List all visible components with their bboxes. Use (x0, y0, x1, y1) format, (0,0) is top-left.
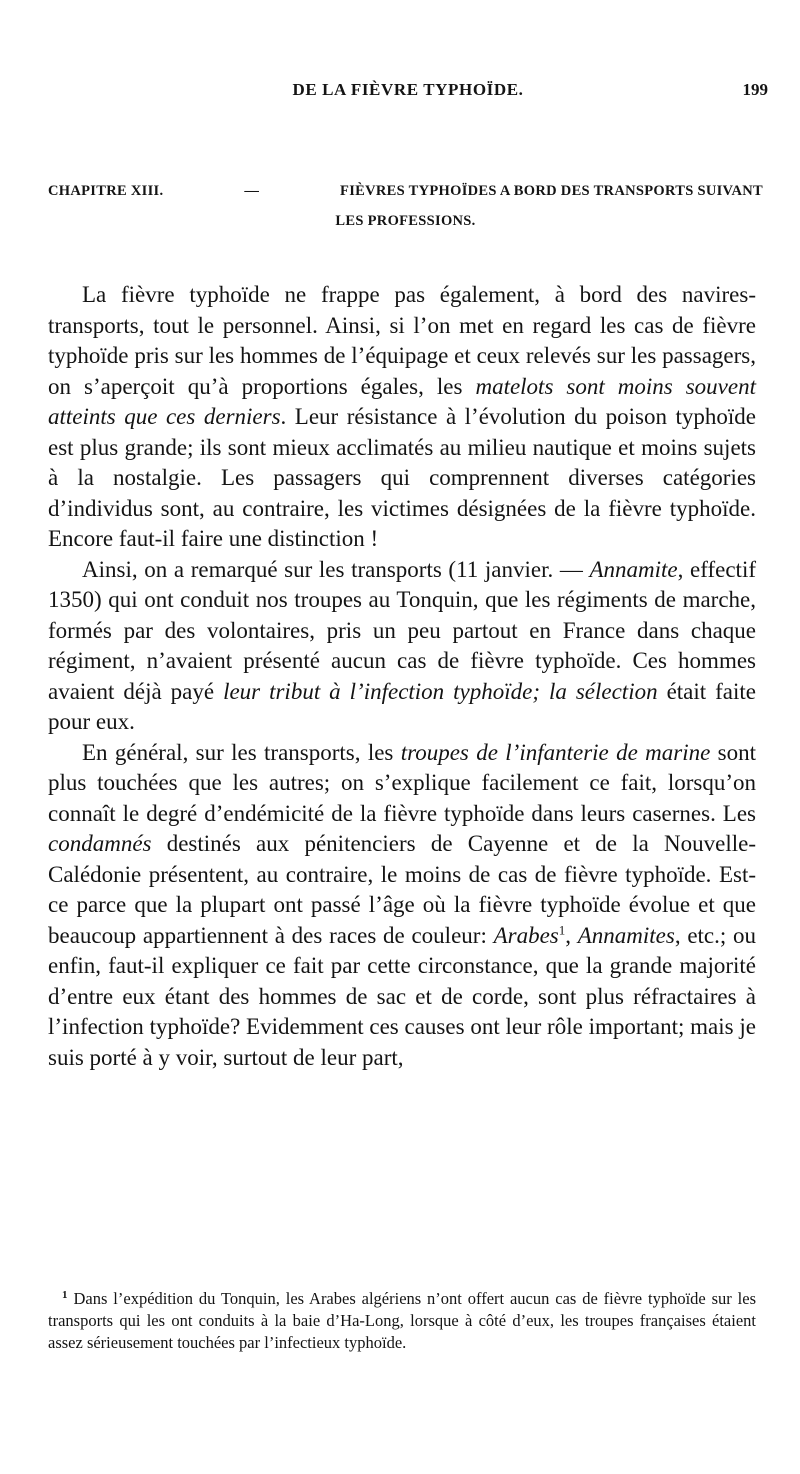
paragraph-2-italic: leur tribut à l’infection typhoïde; la sélection (223, 678, 658, 704)
paragraph-2-italic-ship: Annamite (589, 556, 678, 582)
paragraph-3-text-c: sont plus touchées que les autres; on s’explique facilement ce fait, lorsqu’on connaît le degré d’endémicité de la fièvre typhoïde dans leurs casernes. Les (48, 739, 756, 826)
paragraph-1-text-c: . Leur résistance à l’évolution du poison typhoïde est plus grande; ils sont mieux acclimatés au milieu nautique et moins sujets à la nostalgie. Les passagers qui comprennent diverses catégories d’individus sont, au contraire, les victimes désignées de la fièvre typhoïde. Encore faut-il faire une distinction ! (48, 404, 756, 551)
page-number: 199 (742, 80, 768, 99)
paragraph-3-text-g: , (565, 922, 578, 948)
chapter-label: CHAPITRE XIII. (48, 183, 164, 199)
paragraph-2-text-e: était faite pour eux. (48, 678, 756, 734)
paragraph-3-italic-troupes: troupes de l’infanterie de marine (400, 739, 711, 765)
chapter-title-line-2: LES PROFESSIONS. (335, 213, 476, 229)
paragraph-3 (48, 738, 756, 1074)
running-title: DE LA FIÈVRE TYPHOÏDE. (292, 80, 524, 99)
paragraph-2-text-c: , effectif 1350) qui ont conduit nos troupes au Tonquin, que les régiments de marche, formés par des volontaires, pris un peu partout en France dans chaque régiment, n’avaient présenté aucun cas de fièvre typhoïde. Ces hommes avaient déjà payé (48, 556, 756, 704)
chapter-dash: — (244, 183, 260, 199)
paragraph-3-text-i: , etc.; ou enfin, faut-il expliquer ce fait par cette circonstance, que la grande majorité d’entre eux étant des hommes de sac et de corde, sont plus réfractaires à l’infection typhoïde? Evidemment ces causes ont leur rôle important; mais je suis porté à y voir, surtout de leur part, (48, 922, 757, 1070)
paragraph-2 (48, 555, 756, 738)
paragraph-3-text-e: destinés aux pénitenciers de Cayenne et de la Nouvelle-Calédonie présentent, au contraire, le moins de cas de fièvre typhoïde. Est-ce parce que la plupart ont passé l’âge où la fièvre typhoïde évolue et que beaucoup appartiennent à des races de couleur: (48, 831, 756, 948)
running-head (48, 80, 768, 108)
footnote-marker: 1 (62, 1288, 68, 1301)
paragraph-3-italic-condamnes: condamnés (48, 831, 152, 856)
chapter-title-line-1: FIÈVRES TYPHOÏDES A BORD DES TRANSPORTS SUIVANT (340, 183, 763, 199)
paragraph-3-text-a: En général, sur les transports, les (82, 739, 401, 765)
footnote-text: Dans l’expédition du Tonquin, les Arabes algériens n’ont offert aucun cas de fièvre typhoïde sur les transports qui les ont conduits à la baie d’Ha-Long, lorsque à côté d’eux, les troupes françaises étaient assez sérieusement touchées par l’infectieux typhoïde. (48, 1289, 756, 1352)
paragraph-3-italic-arabes: Arabes (493, 922, 559, 948)
paragraph-1 (48, 280, 756, 555)
paragraph-1-italic: matelots sont moins souvent atteints que ces derniers (48, 373, 756, 429)
footnote (48, 1288, 756, 1354)
paragraph-1-text-a: La fièvre typhoïde ne frappe pas également, à bord des navires-transports, tout le personnel. Ainsi, si l’on met en regard les cas de fièvre typhoïde pris sur les hommes de l’équipage et ceux relevés sur les passagers, on s’aperçoit qu’à proportions égales, les (48, 282, 756, 399)
chapter-heading-line-1 (48, 176, 763, 206)
footnote-reference: 1 (558, 921, 566, 937)
paragraph-3-italic-annamites: Annamites (577, 922, 675, 948)
body-text (48, 280, 756, 1073)
paragraph-2-text-a: Ainsi, on a remarqué sur les transports (11 janvier. — (82, 556, 590, 582)
chapter-heading (48, 176, 763, 236)
footnote-paragraph (48, 1288, 756, 1354)
